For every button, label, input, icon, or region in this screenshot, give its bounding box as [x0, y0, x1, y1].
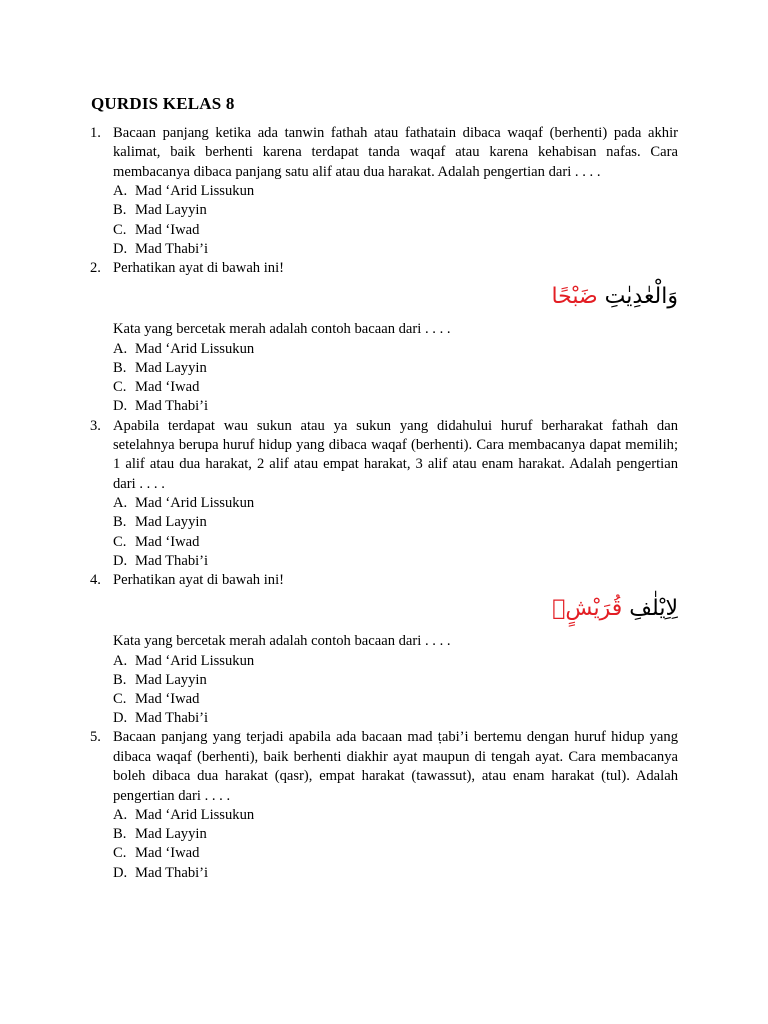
option-letter: A. [113, 652, 128, 669]
option-list [113, 652, 678, 729]
question-2 [90, 259, 678, 417]
option-text: Mad ‘Iwad [135, 221, 200, 238]
question-followup: Kata yang bercetak merah adalah contoh bacaan dari . . . . [113, 321, 451, 338]
arabic-verse-text [551, 282, 678, 320]
option-b [113, 359, 678, 378]
option-a [113, 182, 678, 201]
option-d [113, 397, 678, 416]
option-a [113, 806, 678, 825]
arabic-verse [113, 278, 678, 320]
option-text: Mad Thabi’i [135, 710, 209, 727]
arabic-verse-text [552, 594, 678, 632]
option-text: Mad ‘Iwad [135, 379, 200, 396]
option-text: Mad Thabi’i [135, 864, 209, 881]
arabic-red-word: ضَبْحًا [551, 284, 598, 310]
option-text: Mad Thabi’i [135, 240, 209, 257]
option-letter: C. [113, 533, 127, 550]
question-text: Perhatikan ayat di bawah ini! [113, 571, 285, 588]
question-number: 5. [90, 729, 101, 746]
option-b [113, 671, 678, 690]
option-letter: B. [113, 671, 127, 688]
option-letter: C. [113, 379, 127, 396]
question-3 [90, 417, 678, 571]
option-list [113, 340, 678, 417]
option-letter: B. [113, 826, 127, 843]
option-text: Mad Thabi’i [135, 552, 209, 569]
option-a [113, 340, 678, 359]
option-letter: C. [113, 691, 127, 708]
arabic-red-word: قُرَيْشٍۙ [552, 596, 623, 622]
arabic-black-word: وَالْعٰدِيٰتِ [597, 284, 678, 310]
question-body [113, 571, 678, 729]
question-body [113, 259, 678, 417]
option-b [113, 825, 678, 844]
option-c [113, 378, 678, 397]
question-text: Bacaan panjang yang terjadi apabila ada bacaan mad ṭabi’i bertemu dengan huruf hidup yang dibaca waqaf (berhenti), baik berhenti diakhir ayat maupun di tengah ayat. Cara membacanya boleh dibaca dua harakat (qasr), empat harakat (tawassut), atau enam harakat (tul). Adalah pengertian dari . . . . [113, 729, 678, 804]
question-body [113, 417, 678, 571]
option-text: Mad Layyin [135, 202, 207, 219]
question-text: Apabila terdapat wau sukun atau ya sukun yang didahului huruf berharakat fathah dan setelahnya berupa huruf hidup yang dibaca waqaf (berhenti). Cara membacanya dapat memilih; 1 alif atau dua harakat, 2 alif atau empat harakat, 3 alif atau enam harakat. Adalah pengertian dari . . . . [113, 417, 678, 492]
option-letter: D. [113, 552, 128, 569]
option-text: Mad ‘Iwad [135, 691, 200, 708]
option-letter: D. [113, 710, 128, 727]
option-letter: D. [113, 398, 128, 415]
option-a [113, 652, 678, 671]
question-text: Bacaan panjang ketika ada tanwin fathah atau fathatain dibaca waqaf (berhenti) pada akhir kalimat, baik berhenti karena terdapat tanda waqaf atau karena kehabisan nafas. Cara membacanya dibaca panjang satu alif atau dua harakat. Adalah pengertian dari . . . . [113, 125, 678, 180]
option-letter: C. [113, 845, 127, 862]
option-text: Mad ‘Iwad [135, 845, 200, 862]
question-list [90, 124, 678, 883]
option-a [113, 494, 678, 513]
option-letter: D. [113, 240, 128, 257]
option-c [113, 533, 678, 552]
option-d [113, 240, 678, 259]
arabic-black-word: لِاِيْلٰفِ [622, 596, 678, 622]
option-text: Mad Layyin [135, 826, 207, 843]
page-title: QURDIS KELAS 8 [91, 94, 235, 113]
question-number: 1. [90, 125, 101, 141]
option-letter: A. [113, 340, 128, 357]
option-b [113, 201, 678, 220]
option-letter: B. [113, 359, 127, 376]
option-c [113, 844, 678, 863]
option-text: Mad Layyin [135, 671, 207, 688]
question-number: 3. [90, 417, 101, 434]
option-b [113, 513, 678, 532]
option-letter: B. [113, 202, 127, 219]
question-followup: Kata yang bercetak merah adalah contoh bacaan dari . . . . [113, 633, 451, 650]
option-text: Mad Layyin [135, 514, 207, 531]
option-text: Mad Thabi’i [135, 398, 209, 415]
option-list [113, 806, 678, 883]
option-list [113, 182, 678, 259]
option-letter: C. [113, 221, 127, 238]
option-text: Mad Layyin [135, 359, 207, 376]
option-text: Mad ‘Arid Lissukun [135, 183, 255, 200]
question-4 [90, 571, 678, 729]
option-c [113, 221, 678, 240]
question-text: Perhatikan ayat di bawah ini! [113, 259, 285, 276]
question-number: 4. [90, 571, 101, 588]
option-text: Mad ‘Arid Lissukun [135, 340, 255, 357]
option-letter: A. [113, 183, 128, 200]
option-letter: A. [113, 495, 128, 512]
option-letter: B. [113, 514, 127, 531]
option-c [113, 690, 678, 709]
option-list [113, 494, 678, 571]
option-d [113, 709, 678, 728]
question-body [113, 124, 678, 259]
option-text: Mad ‘Arid Lissukun [135, 495, 255, 512]
question-body [113, 728, 678, 882]
option-text: Mad ‘Arid Lissukun [135, 652, 255, 669]
option-text: Mad ‘Iwad [135, 533, 200, 550]
option-d [113, 552, 678, 571]
arabic-verse [113, 590, 678, 632]
option-text: Mad ‘Arid Lissukun [135, 807, 255, 824]
question-number: 2. [90, 259, 101, 276]
option-letter: D. [113, 864, 128, 881]
option-letter: A. [113, 807, 128, 824]
question-1 [90, 124, 678, 259]
question-5 [90, 728, 678, 882]
option-d [113, 864, 678, 883]
